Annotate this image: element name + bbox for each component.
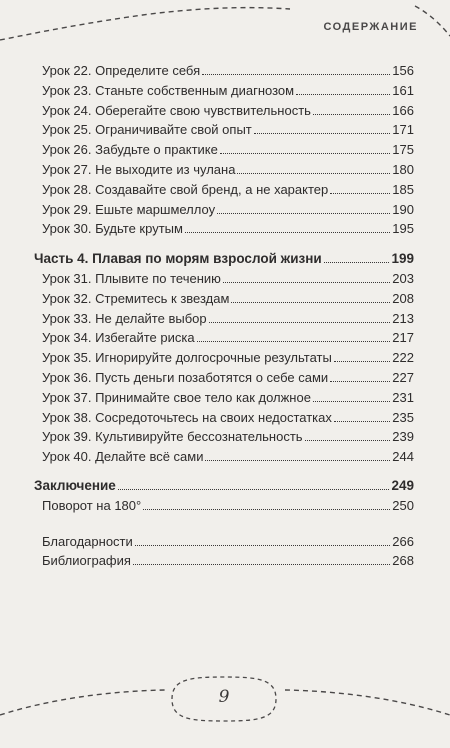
- toc-entry: [34, 140, 414, 160]
- toc-entry-page: 195: [392, 221, 414, 237]
- toc-entry-page: 266: [392, 533, 414, 549]
- leader-dots: [313, 114, 390, 115]
- toc-entry-page: 171: [392, 122, 414, 138]
- toc-entry: [34, 496, 414, 516]
- leader-dots: [185, 232, 390, 233]
- toc-entry-page: 190: [392, 201, 414, 217]
- toc-entry: [34, 219, 414, 239]
- toc-entry-page: 222: [392, 350, 414, 366]
- toc-entry-page: 227: [392, 369, 414, 385]
- leader-dots: [330, 193, 390, 194]
- toc-entry: [34, 309, 414, 329]
- leader-dots: [220, 153, 390, 154]
- toc-entry-title: Урок 33. Не делайте выбор: [42, 310, 207, 326]
- toc-entry-title: Урок 30. Будьте крутым: [42, 221, 183, 237]
- leader-dots: [209, 322, 391, 323]
- toc-entry-title: Урок 22. Определите себя: [42, 63, 201, 78]
- toc-entry-page: 156: [392, 63, 414, 78]
- leader-dots: [118, 489, 390, 490]
- leader-dots: [237, 173, 390, 174]
- toc-entry-page: 203: [392, 270, 414, 286]
- toc-conclusion-title: Заключение: [34, 477, 116, 493]
- toc-entry: [34, 328, 414, 348]
- running-header: СОДЕРЖАНИЕ: [323, 21, 418, 33]
- toc-entry-page: 161: [392, 82, 414, 98]
- toc-entry-title: Урок 37. Принимайте свое тело как должное: [42, 389, 311, 405]
- toc-entry-title: Урок 23. Станьте собственным диагнозом: [42, 82, 295, 98]
- leader-dots: [324, 262, 390, 263]
- leader-dots: [135, 545, 391, 546]
- toc-entry-page: 268: [392, 553, 414, 569]
- toc-entry: [34, 61, 414, 81]
- toc-entry-title: Библиография: [42, 553, 131, 569]
- toc-entry-title: Урок 25. Ограничивайте свой опыт: [42, 122, 252, 138]
- toc-part-title: Часть 4. Плавая по морям взрослой жизни: [34, 251, 322, 267]
- toc-entry-title: Урок 24. Оберегайте свою чувствительность: [42, 102, 311, 118]
- leader-dots: [231, 302, 390, 303]
- toc-entry: [34, 388, 414, 408]
- toc-entry-title: Урок 28. Создавайте свой бренд, а не характер: [42, 181, 329, 197]
- page-number: 9: [218, 687, 230, 707]
- toc-entry-page: 231: [392, 389, 414, 405]
- toc-entry-title: Урок 40. Делайте всё сами: [42, 449, 204, 465]
- toc-entry-title: Урок 31. Плывите по течению: [42, 270, 221, 286]
- toc-entry-page: 217: [392, 330, 414, 346]
- toc-conclusion-page: 249: [391, 477, 414, 493]
- toc-entry-page: 250: [392, 497, 414, 513]
- toc-entry-page: 235: [392, 409, 414, 425]
- toc-entry-title: Урок 39. Культивируйте бессознательность: [42, 429, 303, 445]
- leader-dots: [217, 213, 390, 214]
- toc-entry: [34, 348, 414, 368]
- toc-entry-title: Урок 29. Ешьте маршмеллоу: [42, 201, 216, 217]
- toc-entry-title: Благодарности: [42, 533, 133, 549]
- toc-entry: [34, 120, 414, 140]
- leader-dots: [313, 401, 390, 402]
- toc-entry: [34, 408, 414, 428]
- table-of-contents: [34, 61, 414, 571]
- toc-entry: [34, 532, 414, 552]
- toc-entry-title: Урок 27. Не выходите из чулана: [42, 161, 236, 177]
- toc-entry-title: Урок 35. Игнорируйте долгосрочные результаты: [42, 350, 332, 366]
- toc-entry-page: 208: [392, 290, 414, 306]
- toc-entry-title: Урок 34. Избегайте риска: [42, 330, 195, 346]
- toc-entry-page: 185: [392, 181, 414, 197]
- toc-entry: [34, 427, 414, 447]
- toc-entry: [34, 101, 414, 121]
- toc-entry-page: 213: [392, 310, 414, 326]
- toc-entry: [34, 289, 414, 309]
- leader-dots: [143, 509, 390, 510]
- toc-part-heading: [34, 249, 414, 269]
- toc-entry-page: 244: [392, 449, 414, 465]
- toc-entry: [34, 447, 414, 467]
- leader-dots: [330, 381, 390, 382]
- toc-entry-title: Урок 32. Стремитесь к звездам: [42, 290, 230, 306]
- toc-entry: [34, 81, 414, 101]
- toc-entry-page: 166: [392, 102, 414, 118]
- toc-part-page: 199: [391, 251, 414, 267]
- toc-entry-page: 180: [392, 161, 414, 177]
- toc-entry: [34, 368, 414, 388]
- toc-entry-title: Поворот на 180°: [42, 497, 142, 513]
- leader-dots: [334, 421, 390, 422]
- leader-dots: [202, 74, 390, 75]
- toc-entry: [34, 180, 414, 200]
- leader-dots: [254, 133, 391, 134]
- leader-dots: [133, 564, 390, 565]
- leader-dots: [197, 341, 391, 342]
- toc-entry-title: Урок 26. Забудьте о практике: [42, 142, 218, 158]
- toc-entry: [34, 551, 414, 571]
- leader-dots: [305, 440, 391, 441]
- toc-entry: [34, 200, 414, 220]
- leader-dots: [296, 94, 390, 95]
- leader-dots: [205, 460, 390, 461]
- toc-entry-page: 239: [392, 429, 414, 445]
- toc-entry-title: Урок 36. Пусть деньги позаботятся о себе сами: [42, 369, 329, 385]
- toc-entry-title: Урок 38. Сосредоточьтесь на своих недостатках: [42, 409, 332, 425]
- toc-entry-page: 175: [392, 142, 414, 158]
- toc-entry: [34, 160, 414, 180]
- leader-dots: [223, 282, 390, 283]
- leader-dots: [334, 361, 390, 362]
- toc-conclusion-heading: [34, 476, 414, 496]
- toc-entry: [34, 269, 414, 289]
